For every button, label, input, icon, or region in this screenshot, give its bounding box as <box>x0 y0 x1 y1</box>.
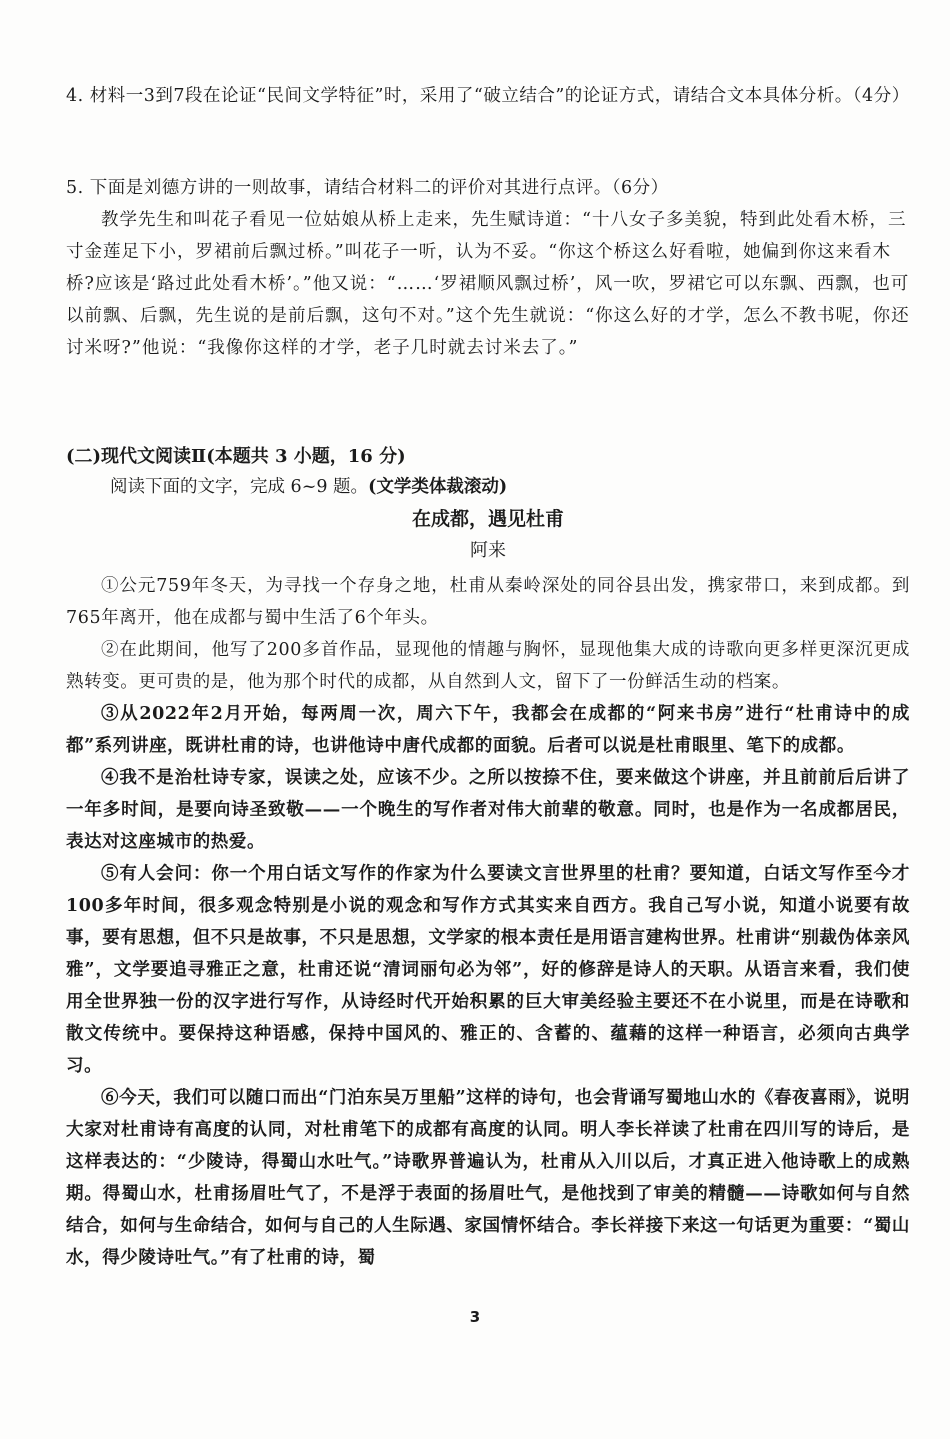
section-instruction <box>66 472 910 502</box>
article-paragraph-6: ⑥今天，我们可以随口而出“门泊东吴万里船”这样的诗句，也会背诵写蜀地山水的《春夜喜雨》，说明大家对杜甫诗有高度的认同，对杜甫笔下的成都有高度的认同。明人李长祥读了杜甫在四川写的诗后，是这样表达的：“少陵诗，得蜀山水吐气。”诗歌界普遍认为，杜甫从入川以后，才真正进入他诗歌上的成熟期。得蜀山水，杜甫扬眉吐气了，不是浮于表面的扬眉吐气，是他找到了审美的精髓——诗歌如何与自然结合，如何与生命结合，如何与自己的人生际遇、家国情怀结合。李长祥接下来这一句话更为重要：“蜀山水，得少陵诗吐气。”有了杜甫的诗，蜀 <box>66 1088 910 1268</box>
section-title: (二)现代文阅读Ⅱ(本题共 3 小题，16 分) <box>66 446 406 467</box>
question-4 <box>66 80 910 112</box>
article-paragraph-4: ④我不是治杜诗专家，误读之处，应该不少。之所以按捺不住，要来做这个讲座，并且前前后后讲了一年多时间，是要向诗圣致敬——一个晚生的写作者对伟大前辈的敬意。同时，也是作为一名成都居民，表达对这座城市的热爱。 <box>66 768 910 852</box>
question-5-text: 5. 下面是刘德方讲的一则故事，请结合材料二的评价对其进行点评。（6分） <box>66 178 669 198</box>
article-paragraph-3: ③从2022年2月开始，每两周一次，周六下午，我都会在成都的“阿来书房”进行“杜甫诗中的成都”系列讲座，既讲杜甫的诗，也讲他诗中唐代成都的面貌。后者可以说是杜甫眼里、笔下的成都。 <box>66 704 910 756</box>
article-title: 在成都，遇见杜甫 <box>411 508 564 530</box>
article-paragraph-2: ②在此期间，他写了200多首作品，显现他的情趣与胸怀，显现他集大成的诗歌向更多样更深沉更成熟转变。更可贵的是，他为那个时代的成都，从自然到人文，留下了一份鲜活生动的档案。 <box>66 640 910 692</box>
instruction-text: 阅读下面的文字，完成 6~9 题。 <box>110 477 369 497</box>
story-text: 教学先生和叫花子看见一位姑娘从桥上走来，先生赋诗道：“十八女子多美貌，特到此处看木桥，三寸金莲足下小，罗裙前后飘过桥。”叫花子一听，认为不妥。“你这个桥这么好看啦，她偏到你这来看木桥?应该是‘路过此处看木桥’。”他又说：“……‘罗裙顺风飘过桥’，风一吹，罗裙它可以东飘、西飘，也可以前飘、后飘，先生说的是前后飘，这句不对。”这个先生就说：“你这么好的才学，怎么不教书呢，你还讨米呀?”他说：“我像你这样的才学，老子几时就去讨米去了。” <box>66 210 910 358</box>
article-paragraph-5: ⑤有人会问：你一个用白话文写作的作家为什么要读文言世界里的杜甫？要知道，白话文写作至今才100多年时间，很多观念特别是小说的观念和写作方式其实来自西方。我自己写小说，知道小说要有故事，要有思想，但不只是故事，不只是思想，文学家的根本责任是用语言建构世界。杜甫讲“别裁伪体亲风雅”，文学要追寻雅正之意，杜甫还说“清词丽句必为邻”，好的修辞是诗人的天职。从语言来看，我们使用全世界独一份的汉字进行写作，从诗经时代开始积累的巨大审美经验主要还不在小说里，而是在诗歌和散文传统中。要保持这种语感，保持中国风的、雅正的、含蓄的、蕴藉的这样一种语言，必须向古典学习。 <box>66 864 910 1076</box>
question-4-text: 4. 材料一3到7段在论证“民间文学特征”时，采用了“破立结合”的论证方式，请结合文本具体分析。（4分） <box>66 86 910 106</box>
page-number: 3 <box>469 1308 481 1326</box>
article-paragraph-1: ①公元759年冬天，为寻找一个存身之地，杜甫从秦岭深处的同谷县出发，携家带口，来到成都。到765年离开，他在成都与蜀中生活了6个年头。 <box>66 576 910 628</box>
reading-section <box>66 442 910 1274</box>
question-5 <box>66 172 910 364</box>
article-author: 阿来 <box>470 540 506 561</box>
instruction-note: (文学类体裁滚动) <box>368 477 508 497</box>
